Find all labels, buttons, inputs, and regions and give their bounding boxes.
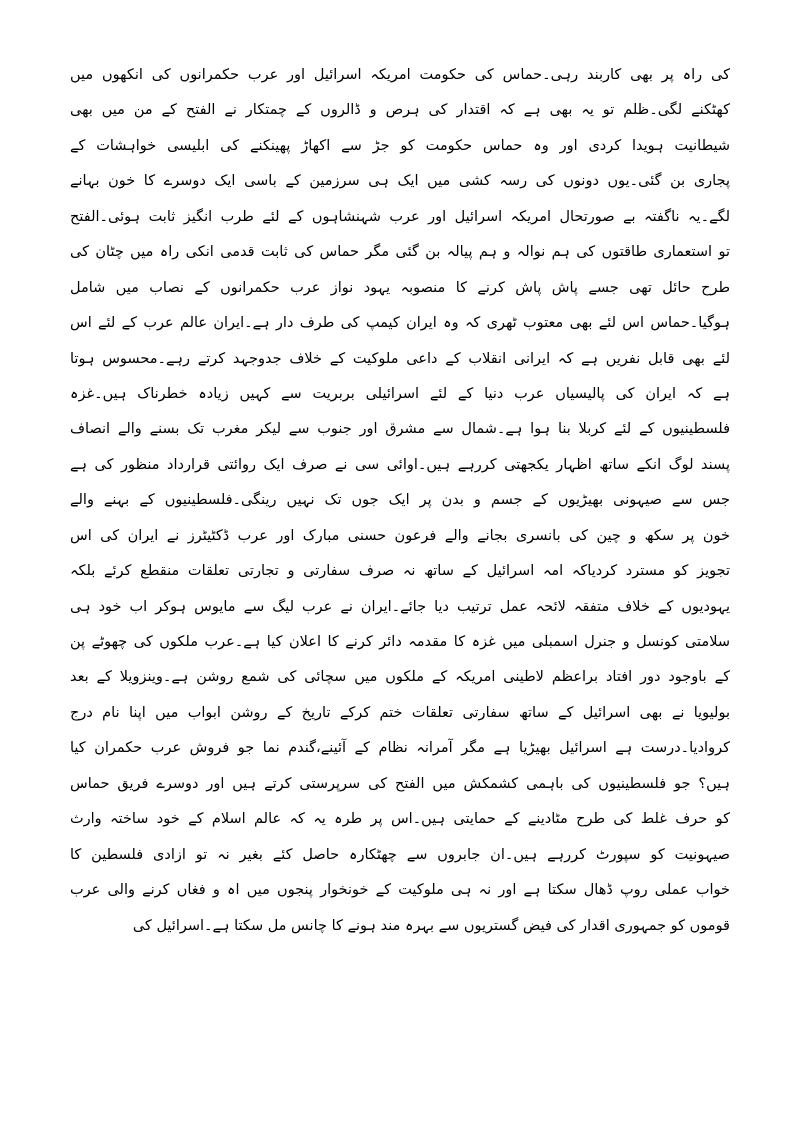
text-line: ہوگیا۔حماس اس لئے بھی معتوب ٹھری کہ وہ ایران کیمپ کی طرف دار ہے۔ایران عالم عرب کے لئے اس (70, 315, 730, 332)
text-line: فلسطینیوں کے لئے کربلا بنا ہوا ہے۔شمال سے مشرق اور جنوب سے لیکر مغرب تک بسنے والے انصاف (70, 421, 730, 438)
text-line: لئے بھی قابل نفریں ہے کہ ایرانی انقلاب کے داعی ملوکیت کے خلاف جدوجہد کرتے رہے۔محسوس ہوتا (70, 350, 730, 367)
text-line: ہے کہ ایران کی پالیسیاں عرب دنیا کے لئے اسرائیلی بربریت سے کہیں زیادہ خطرناک ہیں۔غزہ (70, 385, 730, 402)
text-line: خواب عملی روپ ڈھال سکتا ہے اور نہ ہی ملوکیت کے خونخوار پنجوں میں اہ و فغاں کرنے والی عرب (70, 882, 730, 899)
text-line: خون پر سکھ و چین کی بانسری بجانے والے فرعون حسنی مبارک اور عرب ڈکٹیٹرز نے ایران کی اس (70, 527, 730, 544)
text-line: پجاری بن گئی۔یوں دونوں کی رسہ کشی میں ایک ہی سرزمین کے باسی ایک دوسرے کا خون بہانے (70, 173, 730, 190)
text-line: ہیں؟ جو فلسطینیوں کی باہمی کشمکش میں الفتح کی سرپرستی کرتے ہیں اور دوسرے فریق حماس (70, 775, 730, 792)
text-line: طرح حائل تھی جسے پاش پاش کرنے کا منصوبہ یہود نواز عرب حکمرانوں کے نصاب میں شامل (70, 279, 730, 296)
text-line: کو حرف غلط کی طرح مٹادینے کے حمایتی ہیں۔اس پر طرہ یہ کہ عالم اسلام کے خود ساختہ وارث (70, 811, 730, 828)
text-line: یہودیوں کے خلاف متفقہ لائحہ عمل ترتیب دیا جائے۔ایران نے عرب لیگ سے مایوس ہوکر اب خود ہی (70, 598, 730, 615)
text-line: سلامتی کونسل و جنرل اسمبلی میں غزہ کا مقدمہ دائر کرنے کا اعلان کیا ہے۔عرب ملکوں کی چھوٹے پن (70, 634, 730, 650)
text-line: شیطانیت ہویدا کردی اور وہ حماس حکومت کو جڑ سے اکھاڑ پھینکنے کی ابلیسی خواہشات کے (70, 137, 730, 154)
text-line: تو استعماری طاقتوں کی ہم نوالہ و ہم پیالہ بن گئی مگر حماس کی ثابت قدمی انکی راہ میں چٹان کی (70, 244, 730, 261)
text-line: کھٹکنے لگی۔ظلم تو یہ بھی ہے کہ اقتدار کی ہرص و ڈالروں کے چمتکار نے الفتح کے من میں بھی (70, 102, 730, 119)
text-line: تجویز کو مسترد کردیاکہ امہ اسرائیل کے ساتھ نہ صرف سفارتی و تجارتی تعلقات منقطع کرئے بلکہ (70, 563, 730, 580)
body-text (70, 58, 730, 944)
text-line: جس سے صیہونی بھیڑیوں کے جسم و بدن پر ایک جوں تک نہیں رینگی۔فلسطینیوں کے بہنے والے (70, 492, 730, 509)
text-line: کروادیا۔درست ہے اسرائیل بھیڑیا ہے مگر آمرانہ نظام کے آئینے،گندم نما جو فروش عرب حکمران کیا (70, 740, 730, 757)
text-line: کے باوجود دور افتاد براعظم لاطینی امریکہ کے ملکوں میں سچائی کی شمع روشن ہے۔وینزویلا کے بعد (70, 669, 730, 686)
text-line: قوموں کو جمہوری اقدار کی فیض گستریوں سے بہرہ مند ہونے کا چانس مل سکتا ہے۔اسرائیل کی (132, 917, 730, 934)
text-line: پسند لوگ انکے ساتھ اظہار یکجھتی کررہے ہیں۔اوائی سی نے صرف ایک روائتی قرارداد منظور کی ہے (70, 456, 730, 473)
text-line: کی راہ پر بھی کاربند رہی۔حماس کی حکومت امریکہ اسرائیل اور عرب حکمرانوں کی انکھوں میں (70, 67, 730, 83)
text-line: لگے۔یہ ناگفتہ بے صورتحال امریکہ اسرائیل اور عرب شہنشاہوں کے لئے طرب انگیز ثابت ہوئی۔الفتح (70, 208, 730, 225)
text-line: بولیویا نے بھی اسرائیل کے ساتھ سفارتی تعلقات ختم کرکے تاریخ کے روشن ابواب میں اپنا نام درج (70, 704, 730, 721)
text-line: صیہونیت کو سپورٹ کررہے ہیں۔ان جابروں سے چھٹکارہ حاصل کئے بغیر نہ تو ازادی فلسطین کا (70, 846, 730, 863)
